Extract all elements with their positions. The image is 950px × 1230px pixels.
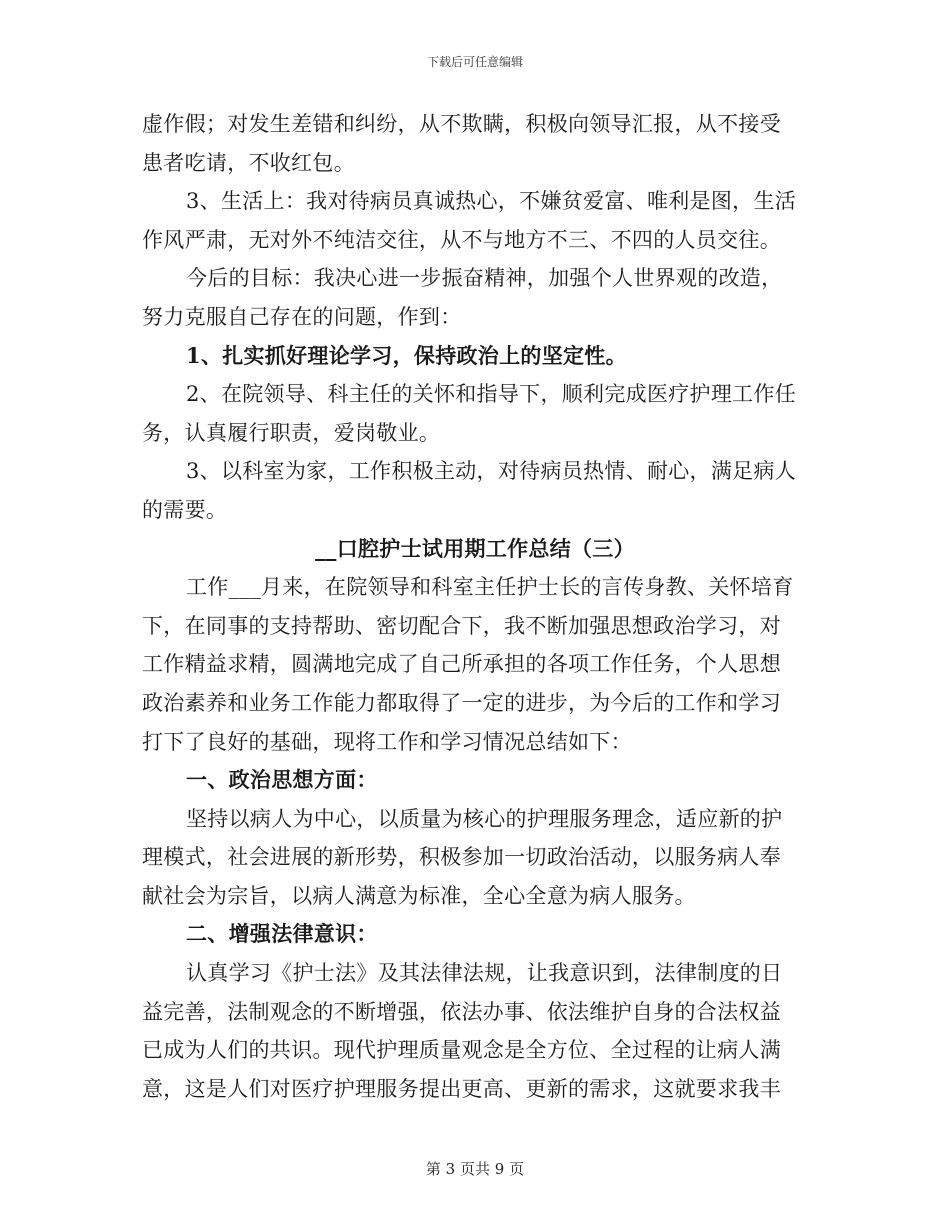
- text-line: 理模式，社会进展的新形势，积极参加一切政治活动，以服务病人奉: [142, 845, 781, 870]
- text-line: 的需要。: [142, 497, 228, 522]
- page-number: 第 3 页共 9 页: [425, 1160, 525, 1178]
- text-line: 政治素养和业务工作能力都取得了一定的进步，为今后的工作和学习: [142, 690, 781, 715]
- text-line: 患者吃请，不收红包。: [142, 150, 355, 175]
- text-line: 打下了良好的基础，现将工作和学习情况总结如下：: [142, 729, 632, 754]
- text-line: 努力克服自己存在的问题，作到：: [142, 304, 462, 329]
- text-line: 工作___月来，在院领导和科室主任护士长的言传身教、关怀培育: [186, 575, 794, 600]
- document-body: [142, 105, 808, 1108]
- text-line-bold: 1、扎实抓好理论学习，保持政治上的坚定性。: [186, 342, 627, 368]
- text-line: 意，这是人们对医疗护理服务提出更高、更新的需求，这就要求我丰: [142, 1076, 781, 1101]
- text-line: 虚作假；对发生差错和纠纷，从不欺瞒，积极向领导汇报，从不接受: [142, 112, 781, 136]
- text-line: 务，认真履行职责，爱岗敬业。: [142, 420, 441, 445]
- section-title: __口腔护士试用期工作总结（三）: [315, 535, 635, 561]
- text-line: 今后的目标：我决心进一步振奋精神，加强个人世界观的改造，: [186, 266, 783, 291]
- page-header-note: 下载后可任意编辑: [426, 55, 523, 69]
- text-line: 下，在同事的支持帮助、密切配合下，我不断加强思想政治学习，对: [142, 613, 781, 638]
- text-line: 工作精益求精，圆满地完成了自己所承担的各项工作任务，个人思想: [142, 652, 781, 677]
- text-line: 3、生活上：我对待病员真诚热心，不嫌贫爱富、唯利是图，生活: [186, 189, 797, 214]
- text-line: 3、以科室为家，工作积极主动，对待病员热情、耐心，满足病人: [186, 459, 797, 484]
- text-line: 献社会为宗旨，以病人满意为标准，全心全意为病人服务。: [142, 883, 696, 908]
- text-line: 认真学习《护士法》及其法律法规，让我意识到，法律制度的日: [186, 961, 783, 986]
- text-line: 益完善，法制观念的不断增强，依法办事、依法维护自身的合法权益: [142, 999, 781, 1024]
- text-line: 坚持以病人为中心，以质量为核心的护理服务理念，适应新的护: [186, 806, 783, 831]
- subsection-heading: 二、增强法律意识：: [186, 921, 378, 947]
- text-line: 作风严肃，无对外不纯洁交往，从不与地方不三、不四的人员交往。: [142, 227, 781, 252]
- text-line: 已成为人们的共识。现代护理质量观念是全方位、全过程的让病人满: [142, 1038, 781, 1063]
- text-line: 2、在院领导、科主任的关怀和指导下，顺利完成医疗护理工作任: [186, 382, 797, 407]
- subsection-heading: 一、政治思想方面：: [186, 767, 378, 793]
